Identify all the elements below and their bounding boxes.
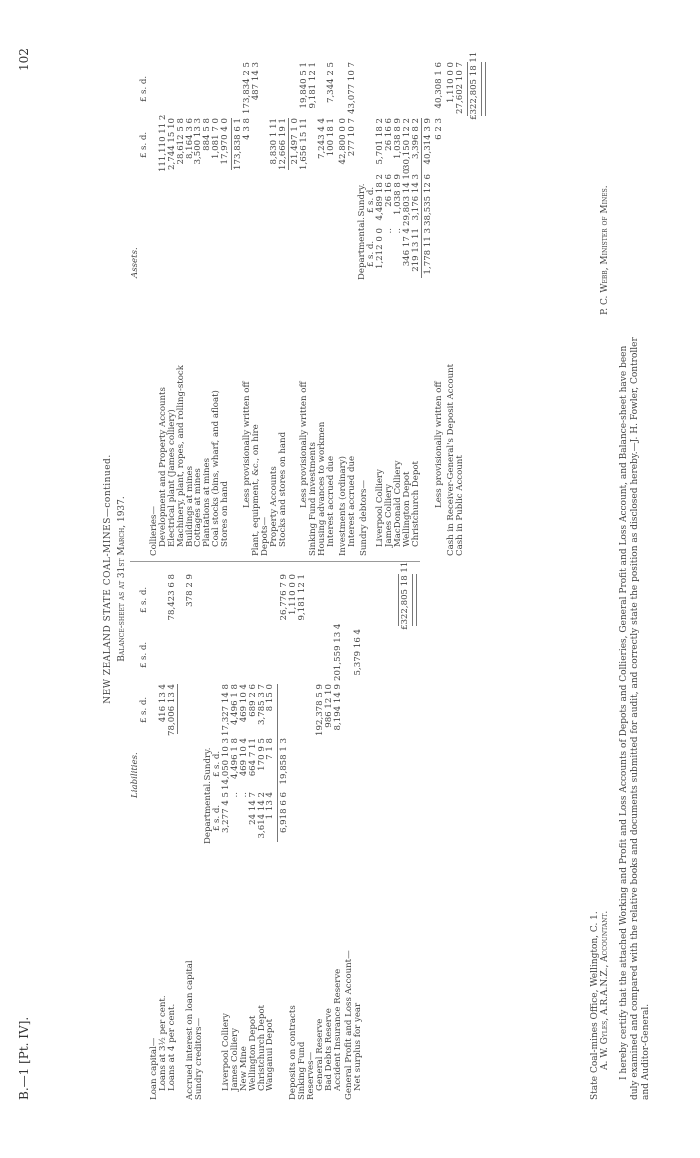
reserves-values <box>307 684 343 736</box>
depot-item-value: 12,666 19 1 <box>277 118 288 170</box>
debtors-sundry-values <box>375 168 421 226</box>
depots-subtotal: 21,497 1 0 <box>290 118 300 165</box>
colliery-item-label: Stores on hand <box>220 481 231 547</box>
housing-interest: 100 18 1 <box>326 118 336 157</box>
creditor-total: 8 15 0 <box>265 684 276 712</box>
creditor-label: James Colliery <box>229 1028 240 1091</box>
document-subtitle: Balance-sheet as at 31st March, 1937. <box>117 496 127 662</box>
loan-capital-label: Loan capital— <box>149 1037 159 1100</box>
depot-item-value: 8,830 1 11 <box>268 118 279 165</box>
debtors-labels <box>376 461 420 547</box>
assets-grand-total: £322,805 18 11 <box>469 51 479 120</box>
cash-receiver-label: Cash in Receiver-General's Deposit Account <box>446 363 456 556</box>
debtor-dept: 219 13 11 <box>410 228 421 272</box>
debtors-sundry-head: Sundry. <box>357 183 367 217</box>
debtor-total: 5,701 18 2 <box>375 118 385 165</box>
creditor-sundry: 7 1 8 <box>265 738 276 760</box>
debtor-total: 1,038 8 9 <box>392 118 403 160</box>
liabilities-grand-total: £322,805 18 11 <box>400 561 410 630</box>
pl-item-label: Net surplus for year <box>353 1002 363 1091</box>
depots-net: 19,840 5 1 <box>299 62 309 109</box>
debtor-sundry: 29,803 14 10 <box>401 168 412 226</box>
investments-value: 42,800 0 0 <box>338 118 348 165</box>
creditor-sundry: 4,496 1 8 <box>229 738 240 780</box>
debtor-sundry: 3,176 14 3 <box>410 174 421 221</box>
debtors-written-off: 6 2 3 <box>434 118 444 140</box>
debtors-dept-unit: £ s. d. <box>366 240 376 268</box>
debtor-dept: 346 17 4 <box>401 228 412 267</box>
creditor-total: 469 10 4 <box>238 684 249 723</box>
colliery-item-label: Coal stocks (bins, wharf, and afloat) <box>211 390 222 547</box>
loan-capital-labels <box>150 995 177 1100</box>
accrued-interest-value: 378 2 9 <box>185 574 195 607</box>
collieries-written-off-label: Less provisionally written off <box>242 381 252 508</box>
creditor-dept: .. <box>238 792 249 798</box>
housing-label: Housing advances to workmen <box>317 421 327 556</box>
creditors-dept-unit: £ s. d. <box>212 804 222 832</box>
reserve-value: 192,378 5 9 <box>314 684 325 736</box>
debtor-total: 26 16 6 <box>383 118 394 151</box>
sinking-fund-label: Sinking Fund <box>297 1041 307 1100</box>
creditor-label: Christchurch Depot <box>256 1004 267 1091</box>
creditor-total: 4,496 1 8 <box>229 684 240 726</box>
sinking-investments-value: 9,181 12 1 <box>308 62 318 109</box>
deposits-value: 1,110 0 0 <box>288 574 298 616</box>
cash-public-label: Cash in Public Account <box>455 455 465 556</box>
creditors-dept-values <box>222 792 275 844</box>
loan-item-label: Loans at 4 per cent. <box>166 1003 177 1091</box>
housing-total: 7,344 2 5 <box>326 62 336 104</box>
debtors-dept-values <box>376 228 420 280</box>
depots-label: Depots— <box>260 516 270 556</box>
creditor-dept: .. <box>229 792 240 798</box>
depot-item-label: Property Accounts <box>268 466 279 547</box>
reserves-labels <box>307 969 343 1100</box>
reserves-total: 201,559 13 4 <box>333 623 343 681</box>
debtors-dept-head: Departmental. <box>357 217 367 280</box>
debtors-total-values <box>376 118 420 172</box>
loan-item-value: 416 13 4 <box>157 684 168 723</box>
liab-col-unit-3: £ s. d. <box>139 586 149 614</box>
debtors-sundry-unit: £ s. d. <box>366 186 376 214</box>
creditor-sundry: 469 10 4 <box>238 738 249 777</box>
reserve-label: General Reserve <box>314 1018 325 1091</box>
creditor-dept: 1 13 4 <box>265 792 276 820</box>
pl-value: 5,379 16 4 <box>353 629 363 676</box>
creditor-label: New Mine <box>238 1046 249 1091</box>
deposits-label: Deposits on contracts <box>288 1005 298 1100</box>
debtor-total: 3,396 8 2 <box>410 118 421 160</box>
reserves-label: Reserves— <box>306 1051 316 1100</box>
colliery-item-value: 3,500 13 3 <box>193 118 204 165</box>
colliery-item-label: Plantations at mines <box>202 457 213 547</box>
creditors-labels <box>222 1005 275 1091</box>
cash-receiver-value: 1,110 0 0 <box>446 62 456 104</box>
depots-labels <box>261 432 288 556</box>
reserve-value: 986 12 10 <box>323 684 334 728</box>
creditor-sundry: 664 7 11 <box>247 738 258 777</box>
debtor-label: Liverpool Colliery <box>375 469 385 547</box>
creditors-grand-total: 26,776 7 9 <box>279 574 289 621</box>
sinking-fund-value: 9,181 12 1 <box>297 574 307 621</box>
colliery-item-value: 17,970 4 0 <box>220 118 231 165</box>
investments-interest: 277 10 7 <box>347 118 357 157</box>
investments-label: Investments (ordinary) <box>338 456 348 556</box>
colliery-item-label: Buildings at mines <box>184 465 195 547</box>
minister-line: P. C. Webb, Minister of Mines. <box>600 185 610 315</box>
colliery-item-value: 8,164 3 6 <box>184 118 195 160</box>
certificate-line-2: duly examined and compared with the relative books and documents submitted for audit, and correctly state the position as disclosed hereby.—J. H. Fowler, Controller <box>630 337 640 1100</box>
debtor-sundry: 4,489 18 2 <box>375 174 385 221</box>
creditor-label: Wanganui Depot <box>265 1018 276 1091</box>
debtor-total: 30,150 12 2 <box>401 118 412 170</box>
colliery-item-label: Machinery, plant, ropes, and rolling-stock <box>175 365 186 547</box>
liabilities-heading: Liabilities. <box>130 752 140 798</box>
creditor-total: 3,785 3 7 <box>256 684 267 726</box>
depot-item-label: Stocks and stores on hand <box>277 431 288 547</box>
debtors-dept-total: 1,778 11 3 <box>423 228 433 275</box>
column-divider <box>130 561 420 562</box>
liab-col-unit-1: £ s. d. <box>139 696 149 724</box>
colliery-item-value: 1,081 7 0 <box>211 118 222 160</box>
assets-col-unit-2: £ s. d. <box>139 75 149 103</box>
colliery-item-value: 884 5 8 <box>202 118 213 151</box>
loan-capital-total: 78,423 6 8 <box>167 574 177 621</box>
colliery-item-value: 2,744 15 10 <box>166 118 177 170</box>
sundry-creditors-label: Sundry creditors— <box>194 1017 204 1100</box>
creditor-sundry: 170 9 5 <box>256 738 267 771</box>
creditors-total-values <box>222 684 275 736</box>
report-reference: B.—1 [Pt. IV]. <box>17 1016 31 1100</box>
loan-values <box>150 684 177 736</box>
colliery-item-label: Cottages at mines <box>193 468 204 547</box>
assets-col-unit-1: £ s. d. <box>139 131 149 159</box>
document-title: NEW ZEALAND STATE COAL-MINES—continued. <box>103 454 113 704</box>
liab-col-unit-2: £ s. d. <box>139 641 149 669</box>
creditors-sundry-unit: £ s. d. <box>212 750 222 778</box>
debtor-label: Christchurch Depot <box>410 460 421 547</box>
creditor-label: Wellington Depot <box>247 1015 258 1091</box>
depots-values <box>261 118 288 172</box>
accrued-interest-label: Accrued interest on loan capital <box>185 960 195 1100</box>
creditors-dept-total: 6,918 6 6 <box>279 792 289 834</box>
colliery-item-label: Electrical plant (James colliery) <box>166 409 177 547</box>
collieries-subtotal: 173,838 6 1 <box>233 118 243 170</box>
collieries-net: 173,834 2 5 <box>242 62 252 114</box>
creditor-dept: 3,614 14 2 <box>256 792 267 839</box>
office-line: State Coal-mines Office, Wellington, C. 1. <box>590 911 600 1100</box>
debtor-label: MacDonald Colliery <box>392 460 403 547</box>
cash-public-value: 27,602 10 7 <box>455 62 465 114</box>
creditor-total: 689 2 6 <box>247 684 258 717</box>
collieries-values <box>150 114 231 172</box>
certificate-line-1: I hereby certify that the attached Working and Profit and Loss Accounts of Depots and Collieries, General Profit and Loss Account, and Balance-sheet have been <box>619 345 629 1080</box>
page-number: 102 <box>17 48 31 71</box>
sinking-investments-label: Sinking Fund investments <box>308 442 318 556</box>
creditor-total: 17,327 14 8 <box>221 684 231 736</box>
debtor-sundry: 1,038 8 9 <box>392 174 403 216</box>
debtors-sundry-total: 38,535 12 6 <box>423 174 433 226</box>
colliery-item-value: 28,612 5 8 <box>175 118 186 165</box>
creditor-label: Liverpool Colliery <box>221 1013 231 1091</box>
sundry-debtors-label: Sundry debtors— <box>359 480 369 556</box>
loan-item-value: 78,006 13 4 <box>166 684 177 736</box>
debtors-grand-total: 40,314 3 9 <box>423 118 433 165</box>
debtor-dept: .. <box>392 228 403 234</box>
collieries-label: Collieries— <box>149 505 159 556</box>
certificate-line-3: and Auditor-General. <box>641 1003 651 1100</box>
creditor-dept: 3,277 4 5 <box>221 792 231 834</box>
debtors-net: 40,308 1 6 <box>434 62 444 109</box>
colliery-item-label: Development and Property Accounts <box>157 387 168 547</box>
plant-value: 487 14 3 <box>251 62 261 101</box>
reserve-label: Bad Debts Reserve <box>323 1008 334 1091</box>
depots-written-off-label: Less provisionally written off <box>299 381 309 508</box>
assets-heading: Assets. <box>130 247 140 278</box>
creditors-sundry-head: Sundry. <box>203 747 213 781</box>
reserve-value: 8,194 14 9 <box>332 684 343 731</box>
creditors-sundry-values <box>222 738 275 790</box>
reserve-label: Accident Insurance Reserve <box>332 968 343 1091</box>
debtors-written-off-label: Less provisionally written off <box>434 381 444 508</box>
plant-label: Plant, equipment, &c., on hire <box>251 424 261 556</box>
collieries-labels <box>150 365 230 556</box>
housing-interest-label: Interest accrued due <box>326 455 336 547</box>
accountant-line: A. W. Gyles, A.R.A.N.Z., Accountant. <box>600 910 610 1070</box>
debtor-sundry: 26 16 6 <box>383 174 394 207</box>
creditors-dept-head: Departmental. <box>203 781 213 844</box>
debtor-dept: 1,212 0 0 <box>375 228 385 270</box>
creditor-sundry: 14,050 10 3 <box>221 738 231 790</box>
pl-label: General Profit and Loss Account— <box>344 950 354 1100</box>
loan-item-label: Loans at 3½ per cent. <box>157 995 168 1091</box>
debtor-label: Wellington Depot <box>401 471 412 547</box>
investments-total: 43,077 10 7 <box>347 62 357 114</box>
debtor-dept: .. <box>383 228 394 234</box>
collieries-written-off: 4 3 8 <box>242 118 252 140</box>
creditors-sundry-total: 19,858 1 3 <box>279 738 289 785</box>
colliery-item-value: 111,110 11 2 <box>157 114 168 172</box>
housing-value: 7,243 4 4 <box>317 118 327 160</box>
depots-written-off: 1,656 15 11 <box>299 118 309 170</box>
creditor-dept: 24 14 7 <box>247 792 258 825</box>
investments-interest-label: Interest accrued due <box>347 455 357 547</box>
debtor-label: James Colliery <box>383 484 394 547</box>
